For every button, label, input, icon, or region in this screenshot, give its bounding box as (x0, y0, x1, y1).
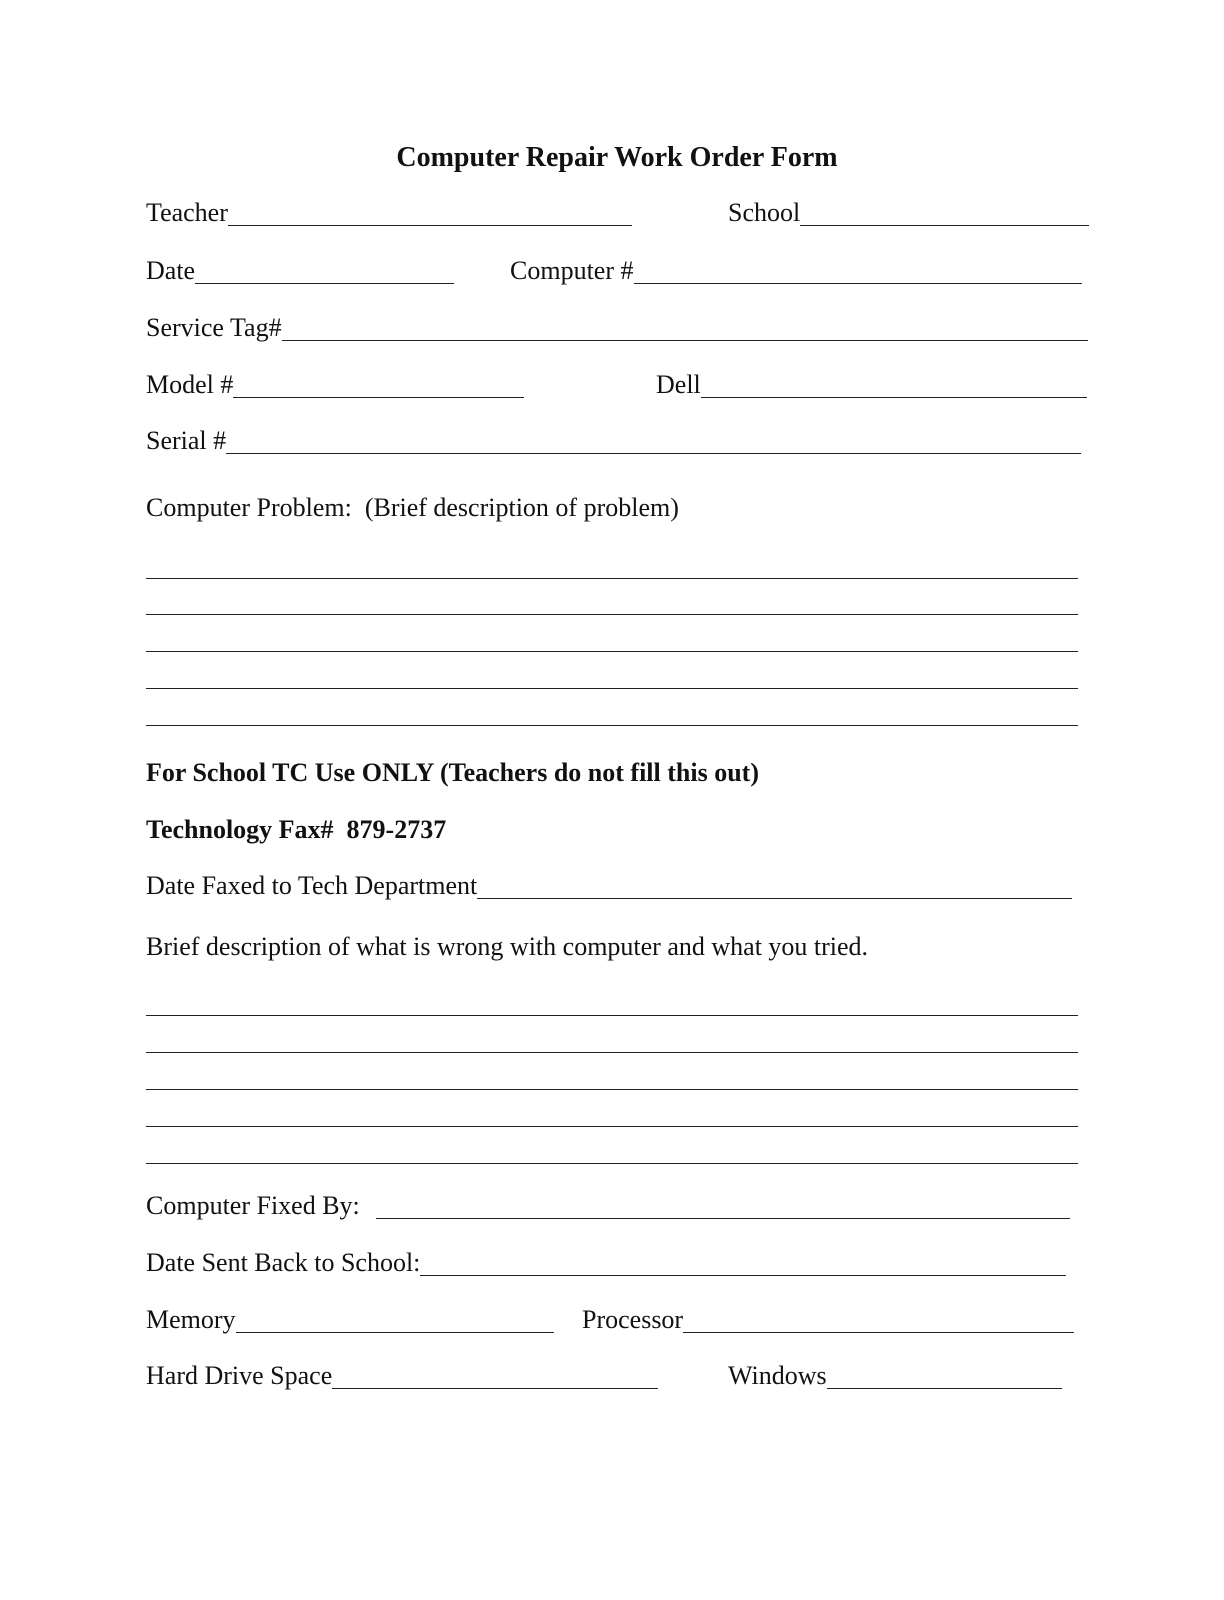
date-sent-back-field[interactable] (146, 1248, 1066, 1282)
hard-drive-field[interactable] (146, 1361, 658, 1395)
row-memory-processor (0, 1305, 1224, 1345)
processor-label: Processor (582, 1305, 684, 1334)
service-tag-line[interactable] (282, 340, 1088, 341)
hard-drive-line[interactable] (332, 1388, 658, 1389)
computer-number-field[interactable] (510, 256, 1082, 290)
computer-number-label: Computer # (510, 256, 634, 285)
row-teacher-school (0, 198, 1224, 238)
teacher-field[interactable] (146, 198, 632, 232)
dell-field[interactable] (656, 370, 1087, 404)
tc-description-line[interactable] (146, 1126, 1078, 1127)
problem-line[interactable] (146, 651, 1078, 652)
computer-number-line[interactable] (634, 283, 1083, 284)
school-label: School (728, 198, 801, 227)
teacher-label: Teacher (146, 198, 228, 227)
date-faxed-label: Date Faxed to Tech Department (146, 871, 478, 900)
serial-label: Serial # (146, 426, 227, 455)
service-tag-label: Service Tag# (146, 313, 282, 342)
date-faxed-field[interactable] (146, 871, 1072, 905)
hard-drive-label: Hard Drive Space (146, 1361, 333, 1390)
tc-description-line[interactable] (146, 1015, 1078, 1016)
processor-line[interactable] (683, 1332, 1074, 1333)
teacher-line[interactable] (228, 225, 632, 226)
technology-fax: Technology Fax# 879-2737 (146, 815, 447, 844)
problem-line[interactable] (146, 725, 1078, 726)
school-field[interactable] (728, 198, 1089, 232)
problem-label: Computer Problem: (Brief description of problem) (146, 493, 679, 522)
fixed-by-field[interactable] (146, 1191, 1070, 1225)
tc-description-label: Brief description of what is wrong with computer and what you tried. (146, 932, 869, 961)
windows-label: Windows (728, 1361, 827, 1390)
date-sent-back-label: Date Sent Back to School: (146, 1248, 421, 1277)
memory-line[interactable] (236, 1332, 554, 1333)
school-line[interactable] (800, 225, 1089, 226)
tc-description-line[interactable] (146, 1163, 1078, 1164)
row-date-faxed (0, 871, 1224, 911)
model-field[interactable] (146, 370, 524, 404)
row-date-sent-back (0, 1248, 1224, 1288)
row-fixed-by (0, 1191, 1224, 1231)
dell-line[interactable] (701, 397, 1087, 398)
fixed-by-line[interactable] (376, 1218, 1070, 1219)
service-tag-field[interactable] (146, 313, 1088, 347)
memory-field[interactable] (146, 1305, 554, 1339)
date-field[interactable] (146, 256, 454, 290)
date-sent-back-line[interactable] (420, 1275, 1066, 1276)
form-title: Computer Repair Work Order Form (396, 142, 838, 173)
row-date-computer (0, 256, 1224, 296)
model-label: Model # (146, 370, 234, 399)
processor-field[interactable] (582, 1305, 1074, 1339)
row-hard-drive-windows (0, 1361, 1224, 1401)
windows-field[interactable] (728, 1361, 1062, 1395)
date-label: Date (146, 256, 196, 285)
dell-label: Dell (656, 370, 701, 399)
problem-line[interactable] (146, 614, 1078, 615)
row-service-tag (0, 313, 1224, 353)
fixed-by-label: Computer Fixed By: (146, 1191, 367, 1220)
tc-description-line[interactable] (146, 1052, 1078, 1053)
tc-section-heading: For School TC Use ONLY (Teachers do not fill this out) (146, 758, 759, 787)
problem-line[interactable] (146, 688, 1078, 689)
serial-field[interactable] (146, 426, 1081, 460)
row-model-dell (0, 370, 1224, 410)
model-line[interactable] (233, 397, 524, 398)
row-serial (0, 426, 1224, 466)
problem-line[interactable] (146, 578, 1078, 579)
tc-description-line[interactable] (146, 1089, 1078, 1090)
memory-label: Memory (146, 1305, 236, 1334)
date-line[interactable] (195, 283, 454, 284)
serial-line[interactable] (226, 453, 1081, 454)
date-faxed-line[interactable] (477, 898, 1072, 899)
windows-line[interactable] (827, 1388, 1062, 1389)
